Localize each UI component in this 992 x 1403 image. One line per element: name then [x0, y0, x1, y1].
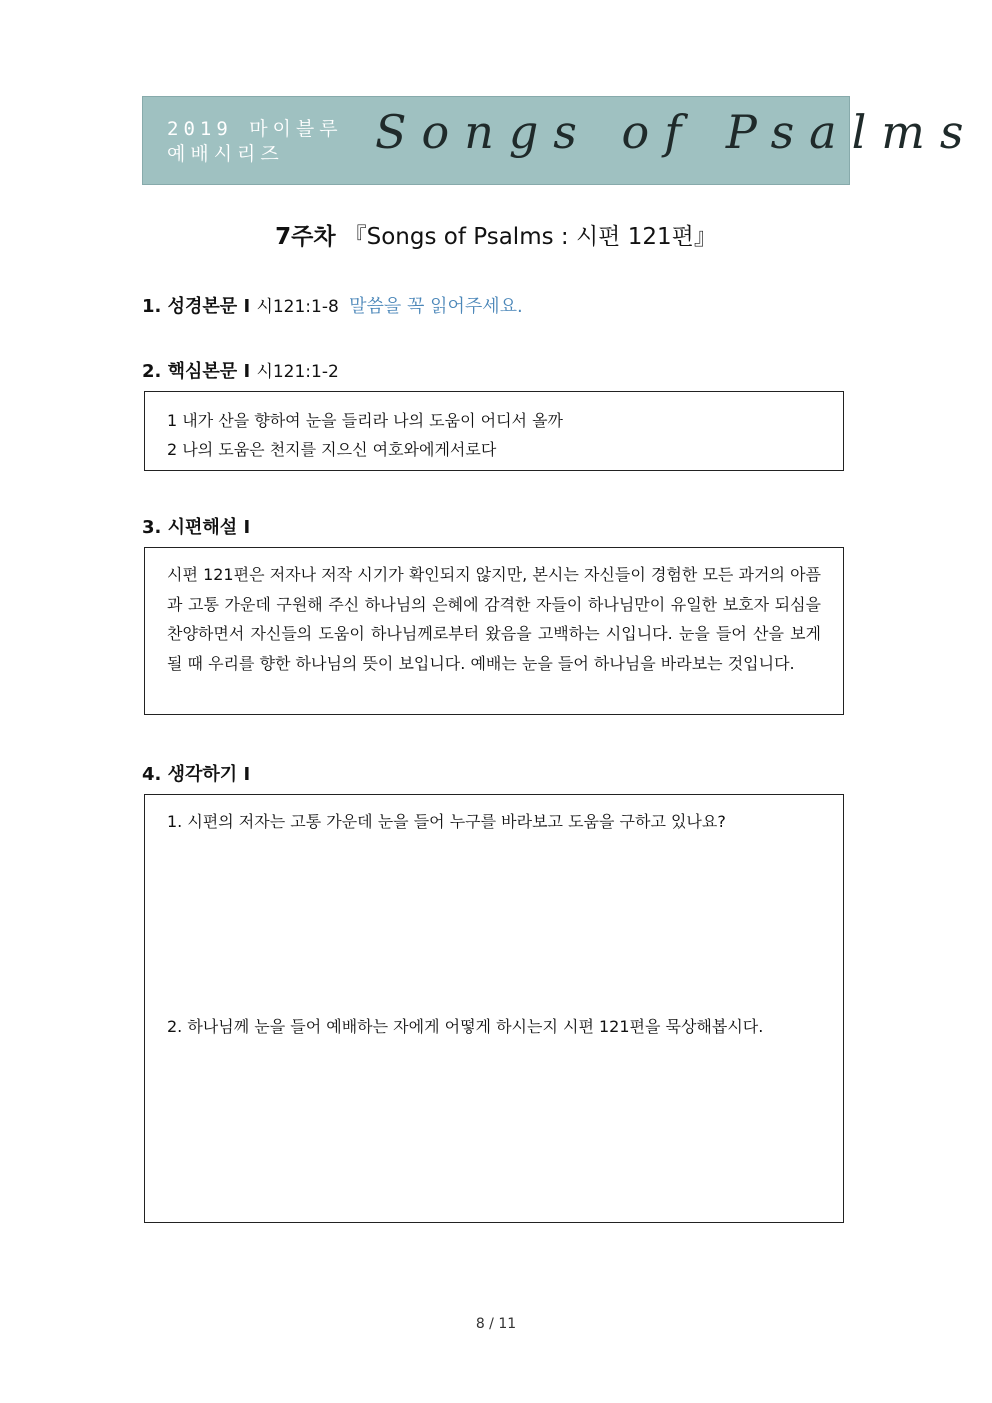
section-commentary-heading [142, 513, 250, 539]
core-verse-1: 1 내가 산을 향하여 눈을 들리라 나의 도움이 어디서 올까 [167, 411, 563, 430]
question-2: 2. 하나님께 눈을 들어 예배하는 자에게 어떻게 하시는지 시편 121편을 묵상해봅시다. [167, 1017, 764, 1036]
section-scripture-ref: 시121:1-8 [256, 297, 339, 317]
week-subject: 『Songs of Psalms : 시편 121편』 [343, 224, 717, 250]
page-number: 8 / 11 [475, 1316, 517, 1332]
page-title [0, 218, 992, 251]
series-label [167, 117, 343, 167]
series-banner [142, 96, 979, 185]
section-think-title: 4. 생각하기 I [142, 764, 251, 785]
reflection-box [144, 794, 844, 1223]
commentary-box [144, 547, 844, 715]
series-label-line1: 2019 마이블루 [167, 118, 343, 140]
section-core-ref: 시121:1-2 [256, 362, 339, 382]
core-verse-box [144, 391, 844, 471]
series-label-line2: 예배시리즈 [167, 143, 284, 165]
section-scripture-note: 말씀을 꼭 읽어주세요. [349, 296, 523, 317]
section-commentary-title: 3. 시편해설 I [142, 517, 251, 538]
section-core-title: 2. 핵심본문 I [142, 361, 251, 382]
banner-title: Songs of Psalms [375, 105, 979, 159]
section-scripture-heading [142, 292, 523, 318]
question-1: 1. 시편의 저자는 고통 가운데 눈을 들어 누구를 바라보고 도움을 구하고 있나요? [167, 812, 726, 831]
core-verse-2: 2 나의 도움은 천지를 지으신 여호와에게서로다 [167, 440, 497, 459]
section-think-heading [142, 760, 250, 786]
week-number: 7주차 [275, 224, 336, 250]
section-scripture-title: 1. 성경본문 I [142, 296, 251, 317]
section-core-heading [142, 357, 339, 383]
commentary-text: 시편 121편은 저자나 저작 시기가 확인되지 않지만, 본시는 자신들이 경험한 모든 과거의 아픔과 고통 가운데 구원해 주신 하나님의 은혜에 감격한 자들이 하나님만이 유일한 보호자 되심을 찬양하면서 자신들의 도움이 하나님께로부터 왔음을 고백하는 시입니다. 눈을 들어 산을 보게 될 때 우리를 향한 하나님의 뜻이 보입니다. 예배는 눈을 들어 하나님을 바라보는 것입니다. [167, 565, 821, 673]
